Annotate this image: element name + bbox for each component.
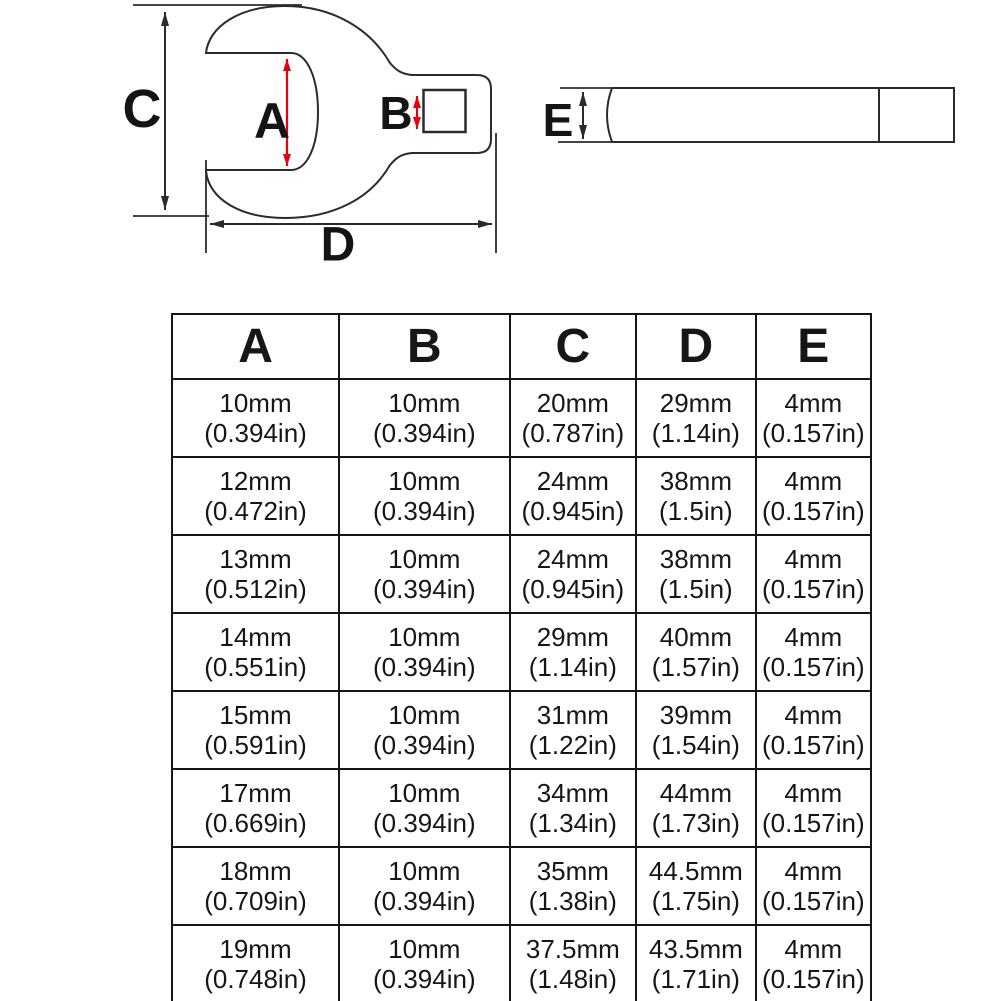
cell-mm-value: 44.5mm (648, 856, 743, 886)
table-cell (636, 769, 756, 847)
cell-in-value: (0.591in) (204, 730, 307, 760)
cell-in-value: (1.22in) (528, 730, 617, 760)
cell-in-value: (0.512in) (204, 574, 307, 604)
table-cell (510, 379, 637, 457)
cell-in-value: (0.394in) (373, 886, 476, 916)
cell-in-value: (0.394in) (204, 418, 307, 448)
column-header-e: E (756, 314, 871, 379)
cell-mm-value: 17mm (219, 778, 292, 808)
cell-in-value: (0.394in) (373, 418, 476, 448)
table-cell (756, 925, 871, 1001)
cell-mm-value: 4mm (784, 934, 843, 964)
cell-mm-value: 4mm (784, 544, 843, 574)
cell-in-value: (1.71in) (651, 964, 740, 994)
table-cell (636, 457, 756, 535)
table-cell (510, 457, 637, 535)
cell-in-value: (0.669in) (204, 808, 307, 838)
table-cell (636, 691, 756, 769)
cell-in-value: (0.157in) (762, 808, 865, 838)
table-cell (339, 457, 510, 535)
table-cell (172, 847, 339, 925)
cell-in-value: (1.38in) (528, 886, 617, 916)
table-cell (756, 769, 871, 847)
wrench-technical-drawing (0, 0, 1001, 300)
cell-in-value: (1.75in) (651, 886, 740, 916)
table-row (172, 925, 871, 1001)
cell-mm-value: 38mm (659, 544, 732, 574)
label-e: E (542, 94, 574, 146)
table-cell (756, 379, 871, 457)
label-c: C (122, 79, 162, 139)
cell-mm-value: 29mm (659, 388, 732, 418)
table-cell (756, 457, 871, 535)
cell-in-value: (0.748in) (204, 964, 307, 994)
cell-in-value: (0.709in) (204, 886, 307, 916)
cell-mm-value: 4mm (784, 466, 843, 496)
cell-in-value: (0.472in) (204, 496, 307, 526)
cell-mm-value: 10mm (388, 856, 461, 886)
table-row (172, 691, 871, 769)
wrench-side-view (607, 88, 954, 142)
cell-mm-value: 31mm (536, 700, 609, 730)
cell-mm-value: 38mm (659, 466, 732, 496)
cell-mm-value: 20mm (536, 388, 609, 418)
cell-in-value: (1.14in) (651, 418, 740, 448)
cell-in-value: (0.787in) (521, 418, 625, 448)
cell-in-value: (1.14in) (528, 652, 617, 682)
table-cell (756, 613, 871, 691)
table-cell (339, 847, 510, 925)
cell-in-value: (1.48in) (528, 964, 617, 994)
table-row (172, 847, 871, 925)
column-header-c: C (510, 314, 637, 379)
table-row (172, 379, 871, 457)
table-cell (339, 925, 510, 1001)
cell-in-value: (0.157in) (762, 964, 865, 994)
cell-in-value: (0.157in) (762, 730, 865, 760)
cell-mm-value: 39mm (659, 700, 732, 730)
cell-mm-value: 4mm (784, 778, 843, 808)
table-cell (339, 691, 510, 769)
cell-mm-value: 10mm (388, 622, 461, 652)
cell-in-value: (1.5in) (659, 574, 733, 604)
table-row (172, 613, 871, 691)
table-cell (636, 379, 756, 457)
cell-in-value: (0.157in) (762, 574, 865, 604)
cell-in-value: (0.394in) (373, 964, 476, 994)
table-cell (510, 535, 637, 613)
cell-mm-value: 10mm (388, 778, 461, 808)
cell-mm-value: 4mm (784, 388, 843, 418)
cell-in-value: (0.394in) (373, 808, 476, 838)
cell-in-value: (0.394in) (373, 574, 476, 604)
label-d: D (320, 218, 356, 272)
cell-in-value: (0.394in) (373, 730, 476, 760)
cell-mm-value: 10mm (219, 388, 292, 418)
cell-mm-value: 18mm (219, 856, 292, 886)
cell-mm-value: 10mm (388, 466, 461, 496)
table-row (172, 535, 871, 613)
table-cell (172, 769, 339, 847)
table-cell (510, 769, 637, 847)
cell-mm-value: 29mm (536, 622, 609, 652)
table-cell (339, 613, 510, 691)
cell-mm-value: 4mm (784, 700, 843, 730)
cell-mm-value: 24mm (536, 466, 609, 496)
cell-mm-value: 10mm (388, 700, 461, 730)
column-header-b: B (339, 314, 510, 379)
table-cell (510, 925, 637, 1001)
cell-mm-value: 40mm (659, 622, 732, 652)
cell-in-value: (0.157in) (762, 886, 865, 916)
table-cell (172, 457, 339, 535)
cell-mm-value: 12mm (219, 466, 292, 496)
table-cell (510, 847, 637, 925)
cell-mm-value: 10mm (388, 388, 461, 418)
table-row (172, 457, 871, 535)
cell-mm-value: 24mm (536, 544, 609, 574)
table-cell (172, 379, 339, 457)
column-header-a: A (172, 314, 339, 379)
cell-mm-value: 10mm (388, 544, 461, 574)
table-cell (636, 535, 756, 613)
cell-in-value: (0.945in) (521, 496, 625, 526)
cell-mm-value: 10mm (388, 934, 461, 964)
cell-mm-value: 4mm (784, 856, 843, 886)
table-cell (636, 925, 756, 1001)
cell-mm-value: 15mm (219, 700, 292, 730)
label-a: A (253, 93, 291, 149)
table-cell (339, 535, 510, 613)
label-b: B (379, 87, 413, 139)
cell-mm-value: 44mm (659, 778, 732, 808)
table-cell (172, 535, 339, 613)
cell-mm-value: 13mm (219, 544, 292, 574)
cell-mm-value: 37.5mm (525, 934, 620, 964)
table-cell (510, 613, 637, 691)
table-cell (172, 691, 339, 769)
size-table-rows (172, 379, 871, 1001)
cell-mm-value: 35mm (536, 856, 609, 886)
cell-mm-value: 34mm (536, 778, 609, 808)
cell-in-value: (1.34in) (528, 808, 617, 838)
cell-in-value: (0.157in) (762, 418, 865, 448)
table-cell (756, 691, 871, 769)
table-cell (636, 613, 756, 691)
cell-in-value: (1.54in) (651, 730, 740, 760)
wrench-front-view (206, 6, 491, 218)
size-table (171, 313, 872, 1001)
cell-in-value: (1.5in) (659, 496, 733, 526)
table-cell (756, 847, 871, 925)
cell-in-value: (0.394in) (373, 496, 476, 526)
table-cell (339, 379, 510, 457)
table-cell (339, 769, 510, 847)
cell-mm-value: 14mm (219, 622, 292, 652)
cell-in-value: (0.157in) (762, 496, 865, 526)
cell-in-value: (0.551in) (204, 652, 307, 682)
side-view-body (607, 88, 954, 142)
cell-mm-value: 4mm (784, 622, 843, 652)
size-table-header-row (172, 314, 871, 379)
cell-in-value: (0.394in) (373, 652, 476, 682)
table-cell (636, 847, 756, 925)
cell-in-value: (1.57in) (651, 652, 740, 682)
cell-in-value: (1.73in) (651, 808, 740, 838)
table-cell (172, 613, 339, 691)
cell-in-value: (0.945in) (521, 574, 625, 604)
table-cell (172, 925, 339, 1001)
table-cell (510, 691, 637, 769)
table-row (172, 769, 871, 847)
cell-mm-value: 19mm (219, 934, 292, 964)
column-header-d: D (636, 314, 756, 379)
table-cell (756, 535, 871, 613)
cell-mm-value: 43.5mm (648, 934, 743, 964)
cell-in-value: (0.157in) (762, 652, 865, 682)
square-drive-hole (424, 90, 466, 132)
